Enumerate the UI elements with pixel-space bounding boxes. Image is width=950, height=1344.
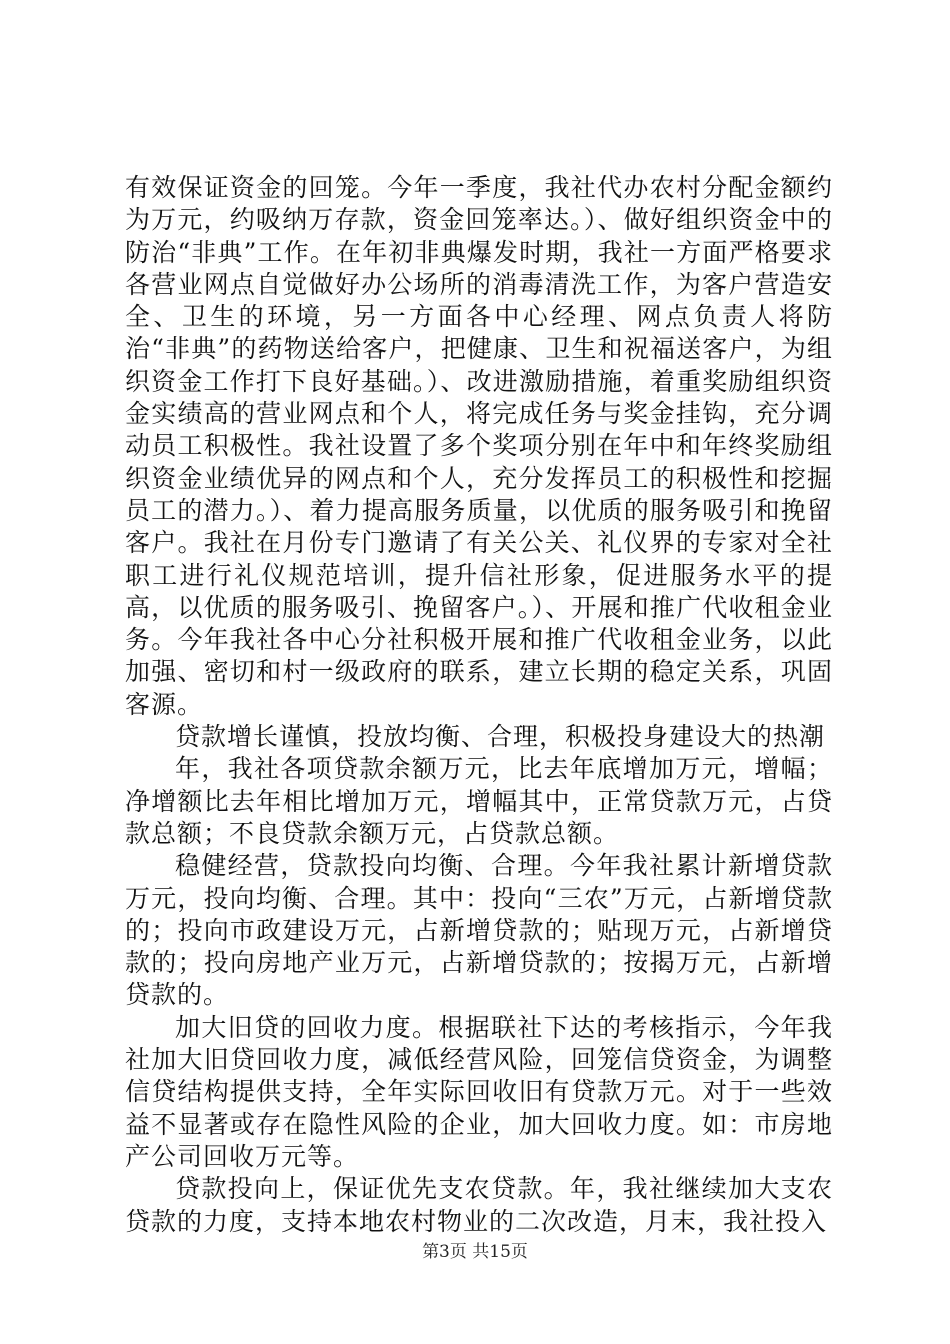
paragraph-3: 年，我社各项贷款余额万元，比去年底增加万元，增幅；净增额比去年相比增加万元，增幅其中，正常贷款万元，占贷款总额；不良贷款余额万元，占贷款总额。 [125, 754, 833, 848]
body-text [125, 172, 833, 1238]
paragraph-2: 贷款增长谨慎，投放均衡、合理，积极投身建设大的热潮 [175, 722, 826, 752]
paragraph-6: 贷款投向上，保证优先支农贷款。年，我社继续加大支农贷款的力度，支持本地农村物业的二次改造，月末，我社投入 [125, 1174, 833, 1236]
page-footer: 第3页 共15页 [422, 1242, 528, 1262]
paragraph-1: 有效保证资金的回笼。今年一季度，我社代办农村分配金额约为万元，约吸纳万存款，资金回笼率达。）、做好组织资金中的防治“非典”工作。在年初非典爆发时期，我社一方面严格要求各营业网点自觉做好办公场所的消毒清洗工作，为客户营造安全、卫生的环境，另一方面各中心经理、网点负责人将防治“非典”的药物送给客户，把健康、卫生和祝福送客户，为组织资金工作打下良好基础。）、改进激励措施，着重奖励组织资金实绩高的营业网点和个人，将完成任务与奖金挂钩，充分调动员工积极性。我社设置了多个奖项分别在年中和年终奖励组织资金业绩优异的网点和个人，充分发挥员工的积极性和挖掘员工的潜力。）、着力提高服务质量，以优质的服务吸引和挽留客户。我社在月份专门邀请了有关公关、礼仪界的专家对全社职工进行礼仪规范培训，提升信社形象，促进服务水平的提高，以优质的服务吸引、挽留客户。）、开展和推广代收租金业务。今年我社各中心分社积极开展和推广代收租金业务，以此加强、密切和村一级政府的联系，建立长期的稳定关系，巩固客源。 [125, 173, 833, 719]
paragraph-4: 稳健经营，贷款投向均衡、合理。今年我社累计新增贷款万元，投向均衡、合理。其中：投向“三农”万元，占新增贷款的；投向市政建设万元，占新增贷款的；贴现万元，占新增贷款的；投向房地产业万元，占新增贷款的；按揭万元，占新增贷款的。 [125, 851, 833, 1010]
paragraph-5: 加大旧贷的回收力度。根据联社下达的考核指示，今年我社加大旧贷回收力度，减低经营风险，回笼信贷资金，为调整信贷结构提供支持，全年实际回收旧有贷款万元。对于一些效益不显著或存在隐性风险的企业，加大回收力度。如：市房地产公司回收万元等。 [125, 1012, 833, 1171]
